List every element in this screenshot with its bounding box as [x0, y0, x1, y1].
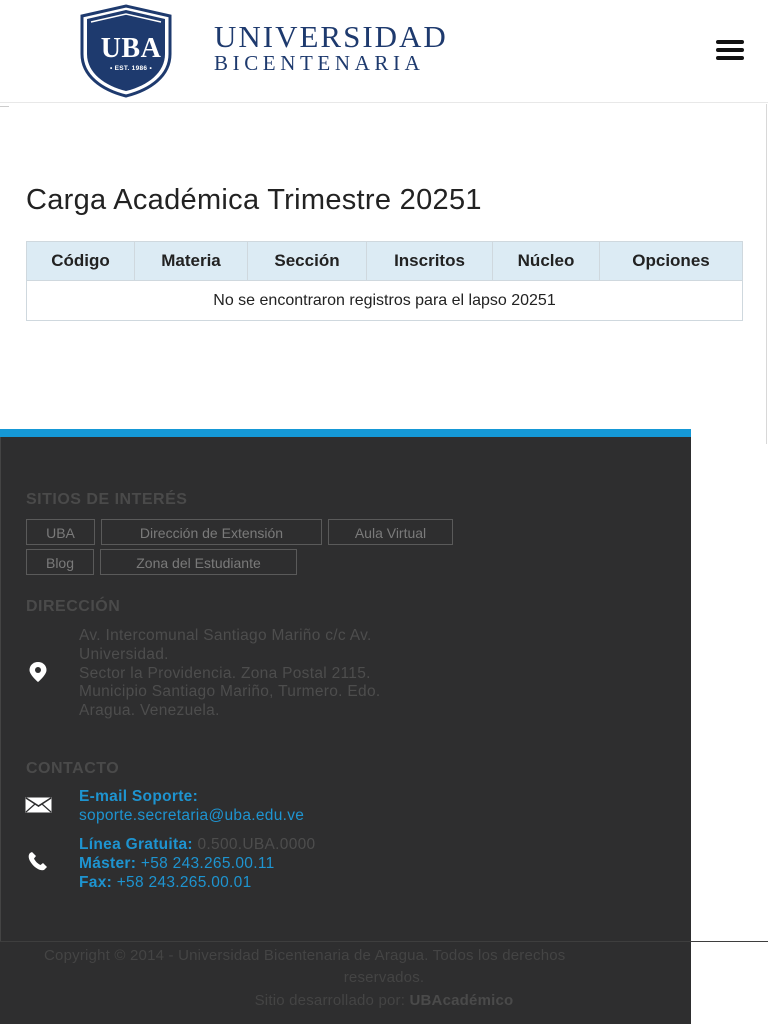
brand-line1: UNIVERSIDAD: [214, 19, 448, 54]
site-header: [0, 0, 768, 103]
site-link-aula-virtual[interactable]: Aula Virtual: [328, 519, 453, 545]
address-line: Sector la Providencia. Zona Postal 2115.: [79, 664, 371, 682]
address-line: Universidad.: [79, 645, 169, 663]
menu-icon[interactable]: [716, 40, 744, 60]
developer-link[interactable]: UBAcadémico: [409, 992, 514, 1009]
column-header-opciones: Opciones: [600, 242, 743, 281]
envelope-icon: [25, 797, 52, 813]
site-link-extension[interactable]: Dirección de Extensión: [101, 519, 322, 545]
fax-label: Fax:: [79, 873, 113, 891]
phone-block: [79, 836, 315, 892]
site-link-blog[interactable]: Blog: [26, 549, 94, 575]
site-link-zona-estudiante[interactable]: Zona del Estudiante: [100, 549, 297, 575]
phone-icon: [27, 852, 51, 872]
empty-message: No se encontraron registros para el lapso 20251: [27, 281, 743, 321]
column-header-seccion: Sección: [248, 242, 367, 281]
site-link-uba[interactable]: UBA: [26, 519, 95, 545]
results-table: [26, 241, 743, 321]
developer-credit: [0, 990, 768, 1012]
toll-free-label: Línea Gratuita:: [79, 836, 193, 853]
master-label: Máster:: [79, 854, 137, 872]
table-row: [27, 281, 743, 321]
sites-heading: SITIOS DE INTERÉS: [26, 491, 188, 508]
address-line: Av. Intercomunal Santiago Mariño c/c Av.: [79, 627, 372, 644]
brand-line2: BICENTENARIA: [214, 51, 425, 75]
logo-abbr: UBA: [100, 33, 162, 64]
table-header-row: [27, 242, 743, 281]
email-block: [79, 788, 304, 826]
column-header-materia: Materia: [135, 242, 248, 281]
copyright-line1: Copyright © 2014 - Universidad Bicentenaria de Aragua. Todos los derechos: [44, 947, 566, 964]
divider: [0, 106, 9, 107]
email-label: E-mail Soporte:: [79, 788, 199, 805]
column-header-codigo: Código: [27, 242, 135, 281]
address-text: [79, 627, 519, 721]
copyright-line2: reservados.: [343, 969, 425, 986]
address-line: Municipio Santiago Mariño, Turmero. Edo.: [79, 683, 381, 701]
address-heading: DIRECCIÓN: [26, 598, 121, 615]
master-number[interactable]: +58 243.265.00.11: [140, 854, 275, 872]
address-line: Aragua. Venezuela.: [79, 702, 220, 720]
email-link[interactable]: soporte.secretaria@uba.edu.ve: [79, 806, 305, 824]
footer-accent-bar: [0, 429, 691, 437]
divider: [0, 941, 768, 942]
brand-name: [214, 19, 448, 75]
map-pin-icon: [29, 662, 47, 682]
divider: [766, 104, 767, 444]
column-header-nucleo: Núcleo: [493, 242, 600, 281]
logo-est: • EST. 1986 •: [109, 65, 153, 72]
developer-label: Sitio desarrollado por:: [254, 992, 406, 1009]
column-header-inscritos: Inscritos: [367, 242, 493, 281]
toll-free-number: 0.500.UBA.0000: [197, 836, 316, 853]
page-title: Carga Académica Trimestre 20251: [26, 184, 482, 216]
fax-number: +58 243.265.00.01: [116, 873, 252, 891]
divider: [0, 437, 1, 942]
contact-heading: CONTACTO: [26, 760, 120, 777]
